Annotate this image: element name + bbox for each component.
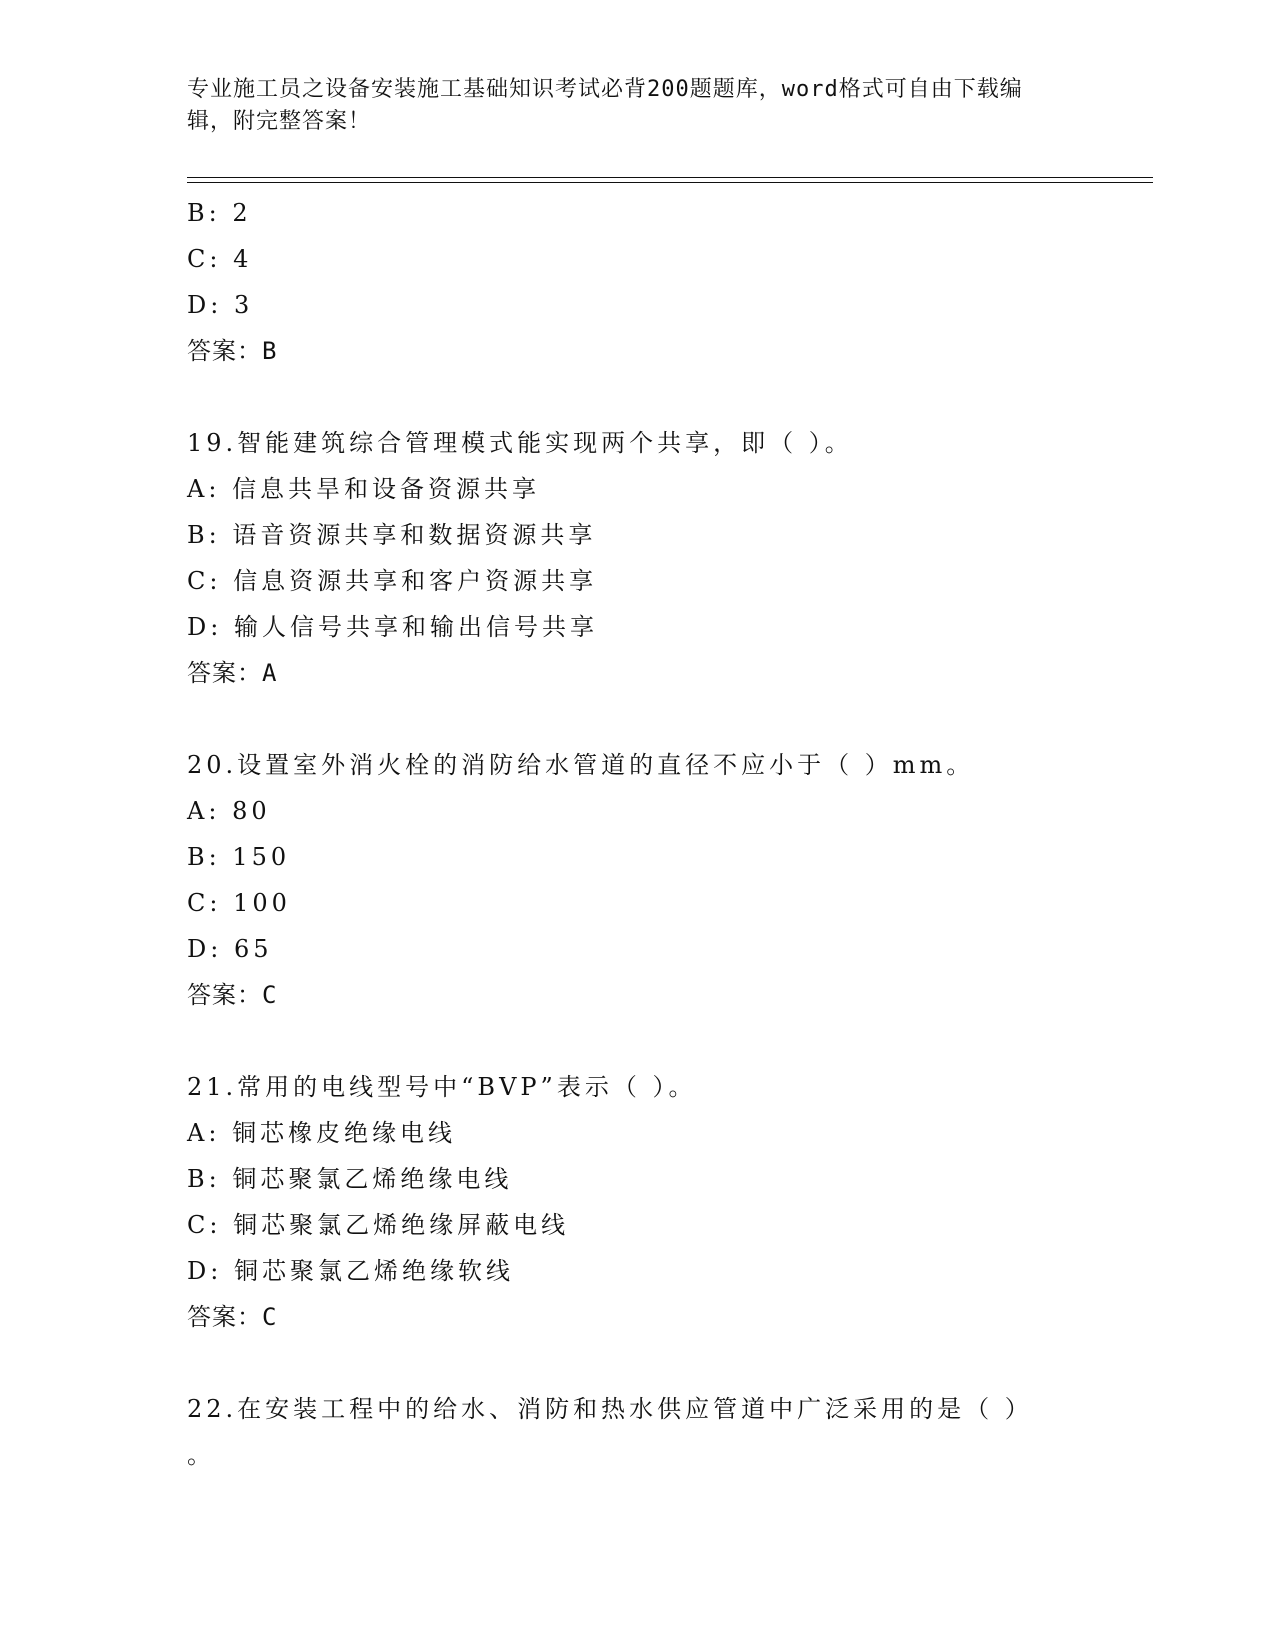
header-rule-top [187,177,1153,178]
question-stem: 20.设置室外消火栓的消防给水管道的直径不应小于（ ）mm。 [187,751,975,779]
spacer [187,696,1087,742]
question-21 [187,1064,1087,1340]
option-d: D: 3 [187,291,254,319]
question-stem-continuation: 。 [187,1441,211,1469]
option-b: B: 铜芯聚氯乙烯绝缘电线 [187,1165,513,1193]
option-b: B: 2 [187,199,252,227]
spacer [187,374,1087,420]
question-18-fragment [187,190,1087,374]
option-b: B: 语音资源共享和数据资源共享 [187,521,597,549]
header-rule-bottom [187,182,1153,183]
option-d: D: 65 [187,935,273,963]
spacer [187,1018,1087,1064]
question-stem: 21.常用的电线型号中“BVP”表示（ ）。 [187,1073,697,1101]
spacer [187,1340,1087,1386]
option-c: C: 信息资源共享和客户资源共享 [187,567,598,595]
question-19 [187,420,1087,696]
option-d: D: 铜芯聚氯乙烯绝缘软线 [187,1257,514,1285]
question-22 [187,1386,1087,1478]
header-title: 专业施工员之设备安装施工基础知识考试必背200题题库，word格式可自由下载编辑，附完整答案！ [187,77,1023,134]
question-list [187,190,1087,1478]
option-c: C: 铜芯聚氯乙烯绝缘屏蔽电线 [187,1211,570,1239]
question-20 [187,742,1087,1018]
document-header [187,74,1067,138]
option-a: A: 80 [187,797,271,825]
option-a: A: 铜芯橡皮绝缘电线 [187,1119,457,1147]
option-a: A: 信息共旱和设备资源共享 [187,475,541,503]
question-stem: 22.在安装工程中的给水、消防和热水供应管道中广泛采用的是（ ） [187,1395,1033,1423]
option-c: C: 4 [187,245,253,273]
answer-line: 答案：B [187,337,278,365]
option-d: D: 输人信号共享和输出信号共享 [187,613,598,641]
option-b: B: 150 [187,843,291,871]
answer-line: 答案：C [187,1303,278,1331]
option-c: C: 100 [187,889,291,917]
question-stem: 19.智能建筑综合管理模式能实现两个共享，即（ ）。 [187,429,853,457]
answer-line: 答案：C [187,981,278,1009]
answer-line: 答案：A [187,659,278,687]
